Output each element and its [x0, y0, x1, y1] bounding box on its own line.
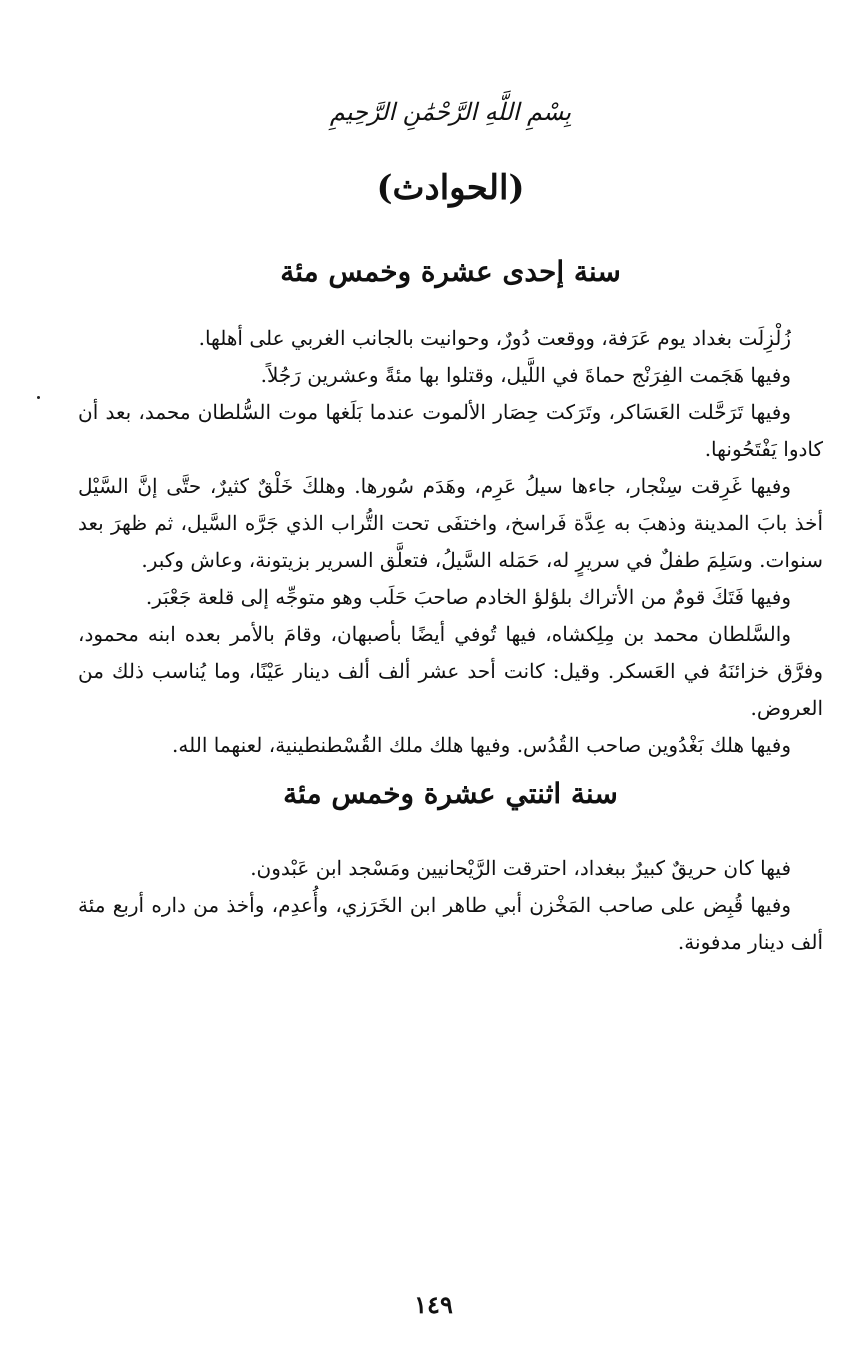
paragraph: وفيها هَجَمت الفِرَنْج حماةَ في اللَّيل، وقتلوا بها مئةً وعشرين رَجُلاً. [260, 363, 791, 387]
book-page [78, 80, 823, 1350]
paragraph: وفيها غَرِقت سِنْجار، جاءها سيلُ عَرِم، وهَدَم سُورها. وهلكَ خَلْقٌ كثيرٌ، حتَّى إنَّ السَّيْل أخذ بابَ المدينة وذهبَ به عِدَّة فَراسخ، واختفَى تحت التُّراب الذي جَرَّه السَّيل، ثم ظهرَ بعد سنوات. وسَلِمَ طفلٌ في سريرٍ له، حَمَله السَّيلُ، فتعلَّق السرير بزيتونة، وعاش وكبر. [78, 474, 823, 572]
paragraph: فيها كان حريقٌ كبيرٌ ببغداد، احترقت الرَّيْحانيين ومَسْجد ابن عَبْدون. [250, 856, 791, 880]
paragraph: وفيها تَرَحَّلت العَسَاكر، وتَرَكت حِصَار الألموت عندما بَلَغها موت السُّلطان محمد، بعد أن كادوا يَفْتَحُونها. [78, 400, 823, 461]
year-heading-512: سنة اثنتي عشرة وخمس مئة [283, 777, 618, 810]
paragraph: زُلْزِلَت بغداد يوم عَرَفة، ووقعت دُورٌ، وحوانيت بالجانب الغربي على أهلها. [198, 326, 791, 350]
stray-ink-dot [37, 396, 40, 399]
basmala: بِسْمِ اللَّهِ الرَّحْمَٰنِ الرَّحِيمِ [329, 98, 572, 126]
paragraph: والسَّلطان محمد بن مِلِكشاه، فيها تُوفي أيضًا بأصبهان، وقامَ بالأمر بعده ابنه محمود، وفرَّق خزائنَهُ في العَسكر. وقيل: كانت أحد عشر ألف ألف دينار عَيْنًا، وما يُناسب ذلك من العروض. [78, 622, 823, 720]
paragraph: وفيها قُبِض على صاحب المَخْزن أبي طاهر ابن الخَرَزي، وأُعدِم، وأخذ من داره أربع مئة ألف دينار مدفونة. [78, 893, 823, 954]
page-number: ١٤٩ [414, 1290, 453, 1319]
section-511-body [78, 320, 823, 764]
paragraph: وفيها فَتَكَ قومٌ من الأتراك بلؤلؤ الخادم صاحبَ حَلَب وهو متوجِّه إلى قلعة جَعْبَر. [145, 585, 791, 609]
main-title: (الحوادث) [376, 168, 525, 208]
year-heading-511: سنة إحدى عشرة وخمس مئة [280, 255, 621, 288]
section-512-body [78, 850, 823, 961]
paragraph: وفيها هلك بَغْدُوين صاحب القُدُس. وفيها هلك ملك القُسْطنطينية، لعنهما الله. [172, 733, 791, 757]
